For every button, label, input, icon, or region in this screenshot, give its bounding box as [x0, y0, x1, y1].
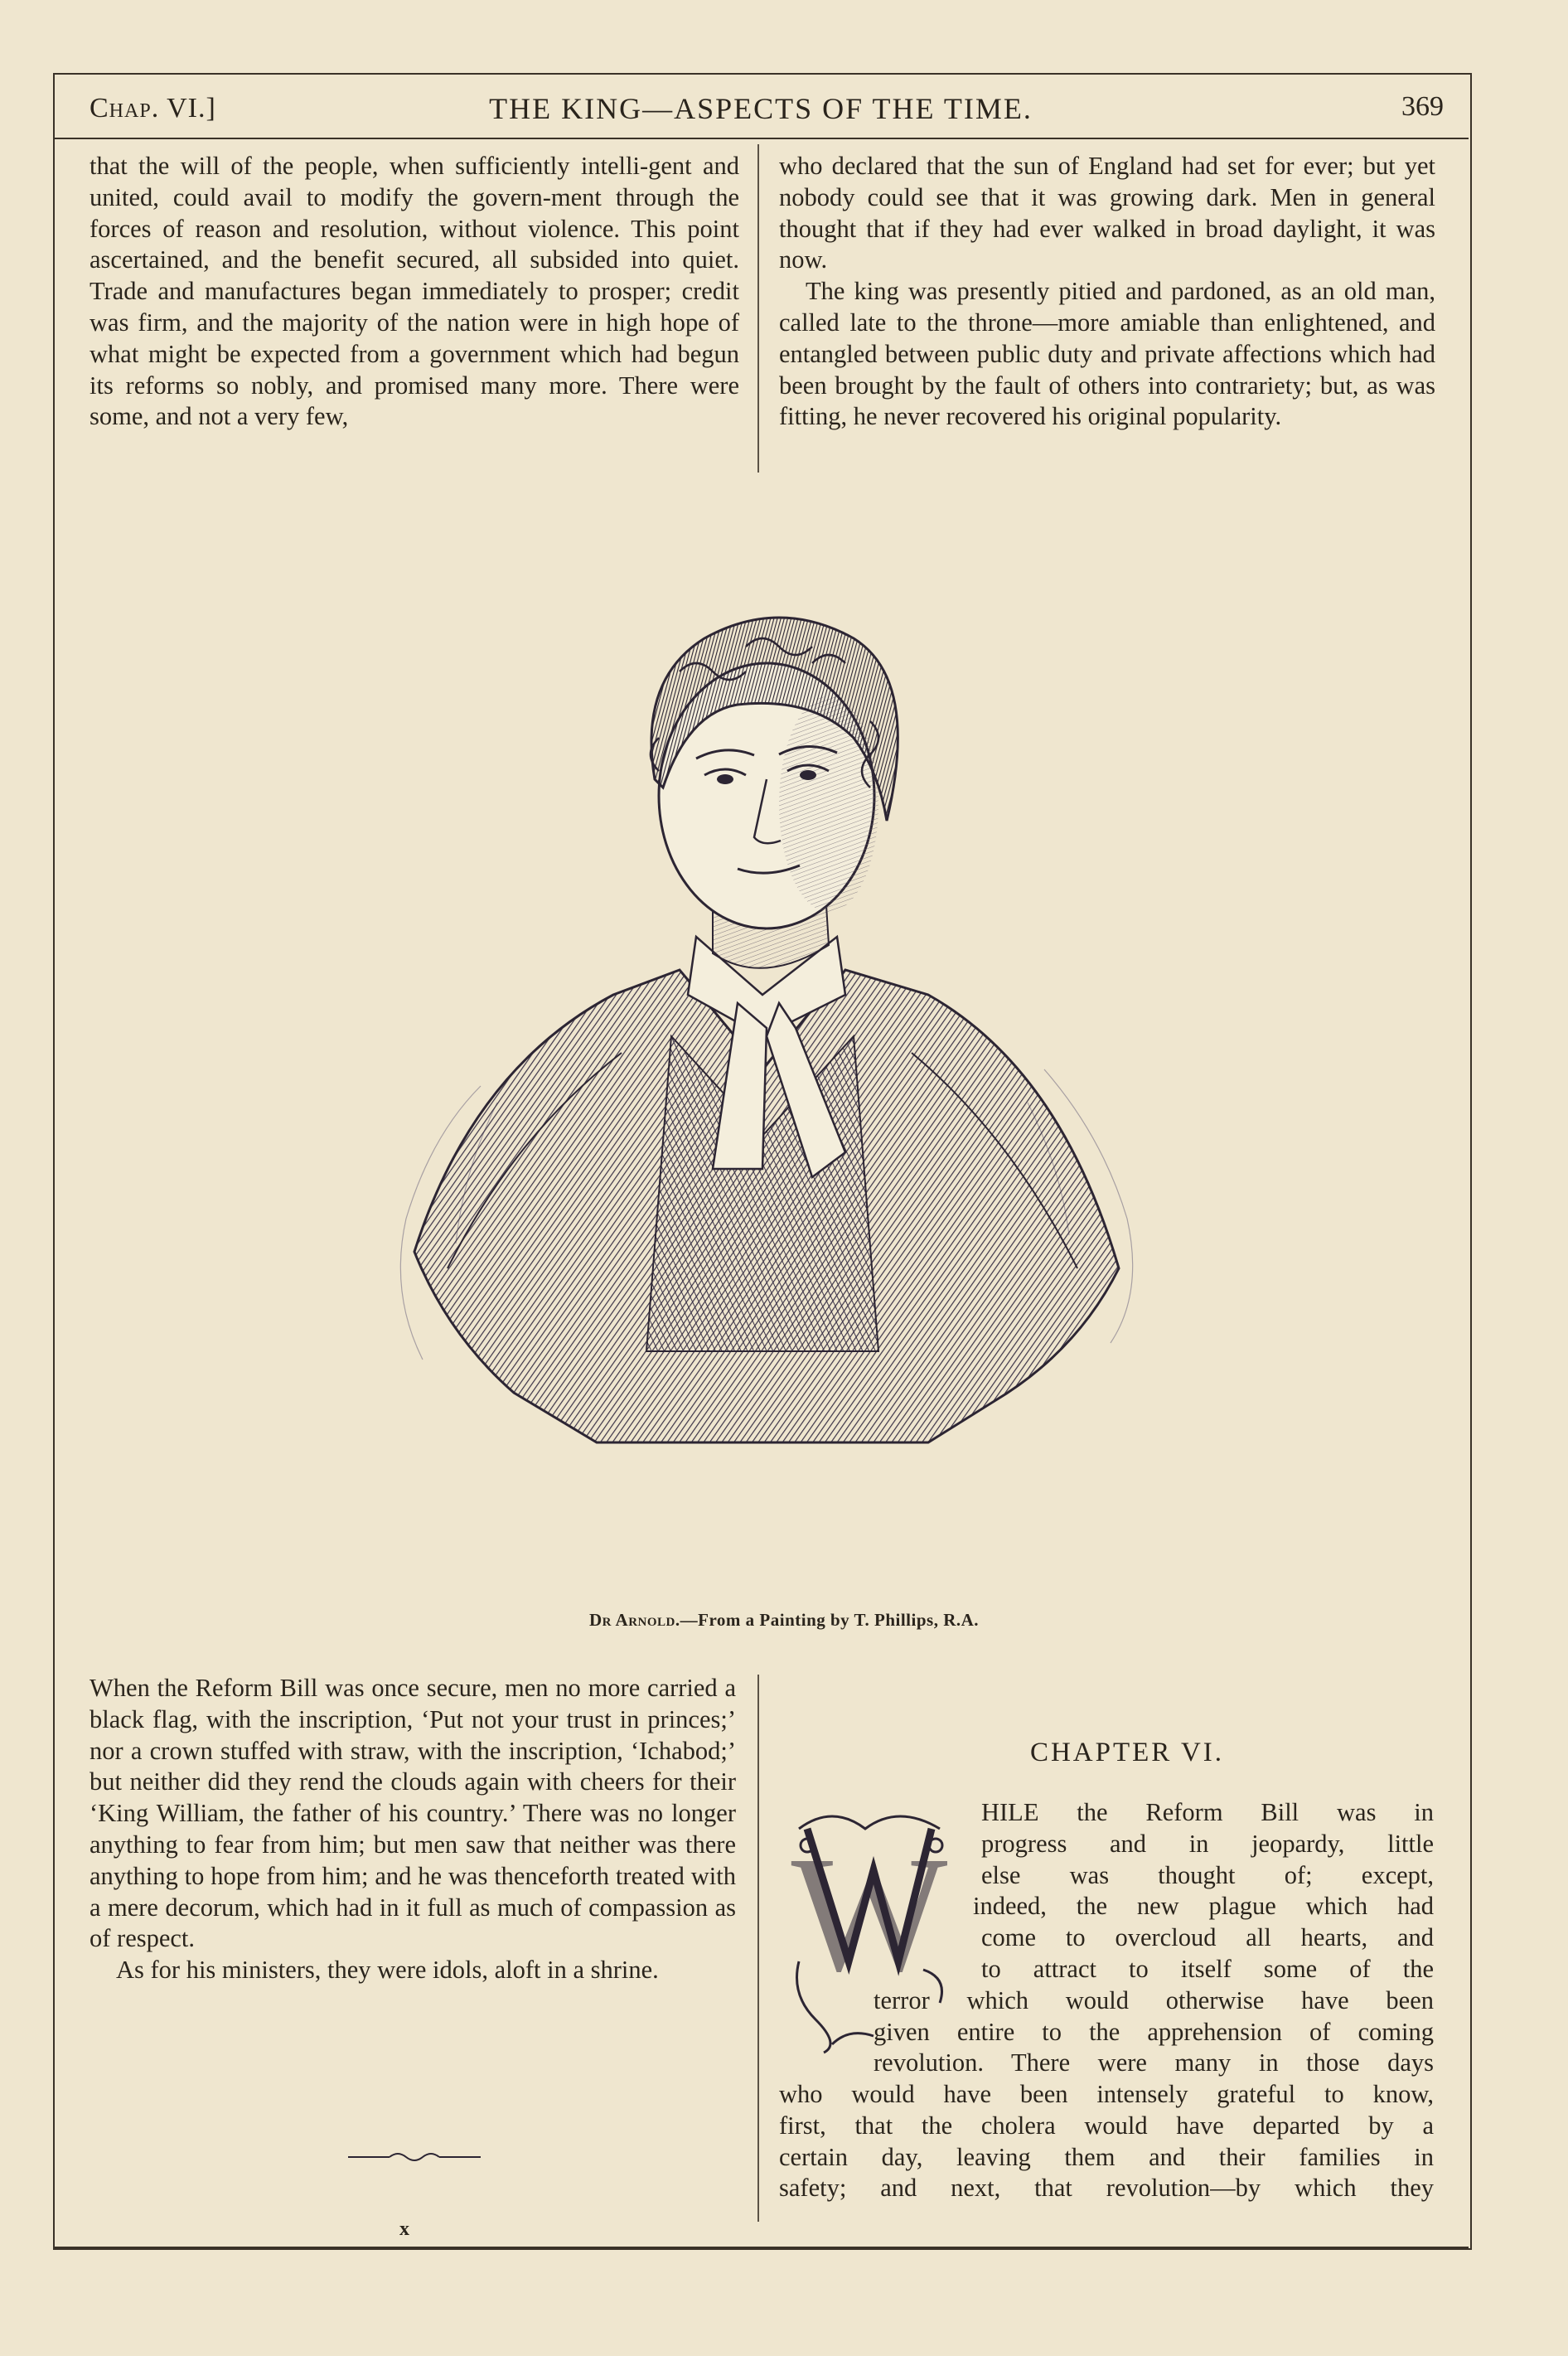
- caption-name: Dr Arnold.: [588, 1610, 680, 1630]
- running-header: [53, 73, 1469, 139]
- paragraph: As for his ministers, they were idols, aloft in a shrine.: [116, 1956, 659, 1985]
- text-line: terror which would otherwise have been: [874, 1985, 1434, 2014]
- text-line: given entire to the apprehension of coming: [874, 2017, 1434, 2046]
- column-divider: [757, 144, 759, 473]
- text-line: revolution. There were many in those days: [874, 2048, 1434, 2077]
- text-line: safety; and next, that revolution—by which they: [779, 2174, 1434, 2203]
- portrait-engraving: [348, 605, 1177, 1600]
- caption-credit: —From a Painting by T. Phillips, R.A.: [680, 1610, 980, 1630]
- text-line: to attract to itself some of the: [981, 1954, 1434, 1983]
- paragraph: that the will of the people, when sufficiently intelli-gent and united, could avail to modify the govern-ment through the forces of reason and resolution, without violence. This point ascertained, and the benefit secured, all subsided into quiet. Trade and manufactures began immediately to prosper; credit was firm, and the majority of the nation were in high hope of what might be expected from a government which had begun its reforms so nobly, and promised many more. There were some, and not a very few,: [90, 152, 739, 431]
- column-divider: [757, 1675, 759, 2222]
- chapter-indented-lines: [874, 1797, 1434, 2079]
- paragraph: The king was presently pitied and pardoned, as an old man, called late to the throne—more amiable than enlightened, and entangled between public duty and private affections which had been brought by the fault of others into contrariety; but, as was fitting, he never recovered his original popularity.: [779, 277, 1435, 431]
- illustration-caption: [0, 1610, 1568, 1631]
- running-title: THE KING—ASPECTS OF THE TIME.: [489, 92, 1033, 125]
- chapter-reference: Chap. VI.]: [90, 93, 216, 124]
- text-line: certain day, leaving them and their families in: [779, 2142, 1434, 2171]
- text-line: HILE the Reform Bill was in: [981, 1798, 1434, 1826]
- paragraph: who declared that the sun of England had set for ever; but yet nobody could see that it was growing dark. Men in general thought that if they had ever walked in broad daylight, it was now.: [779, 152, 1435, 274]
- chapter-full-lines: [779, 2079, 1434, 2204]
- text-line: first, that the cholera would have departed by a: [779, 2111, 1434, 2140]
- text-line: indeed, the new plague which had: [973, 1892, 1434, 1921]
- paragraph: When the Reform Bill was once secure, men no more carried a black flag, with the inscription, ‘Put not your trust in princes;’ nor a crown stuffed with straw, with the inscription, ‘Ichabod;’ but neither did they rend the clouds again with cheers for their ‘King William, the father of his country.’ There was no longer anything to fear from him; but men saw that neither was there anything to hope from him; and he was thenceforth treated with a mere decorum, which had in it full as much of compassion as of respect.: [90, 1674, 736, 1953]
- text-line: come to overcloud all hearts, and: [981, 1923, 1434, 1952]
- text-line: who would have been intensely grateful to know,: [779, 2080, 1434, 2108]
- top-left-column: [90, 151, 739, 433]
- page-number: 369: [1401, 91, 1444, 122]
- top-right-column: [779, 151, 1435, 433]
- chapter-heading: CHAPTER VI.: [1029, 1738, 1225, 1767]
- footer-rule: [53, 2247, 1469, 2248]
- section-ornament: [348, 2149, 481, 2165]
- signature-mark: x: [399, 2218, 409, 2240]
- text-line: else was thought of; except,: [981, 1860, 1434, 1889]
- bottom-left-column: [90, 1673, 736, 1986]
- dropcap-letter: W: [791, 1823, 948, 2006]
- text-line: progress and in jeopardy, little: [981, 1829, 1434, 1858]
